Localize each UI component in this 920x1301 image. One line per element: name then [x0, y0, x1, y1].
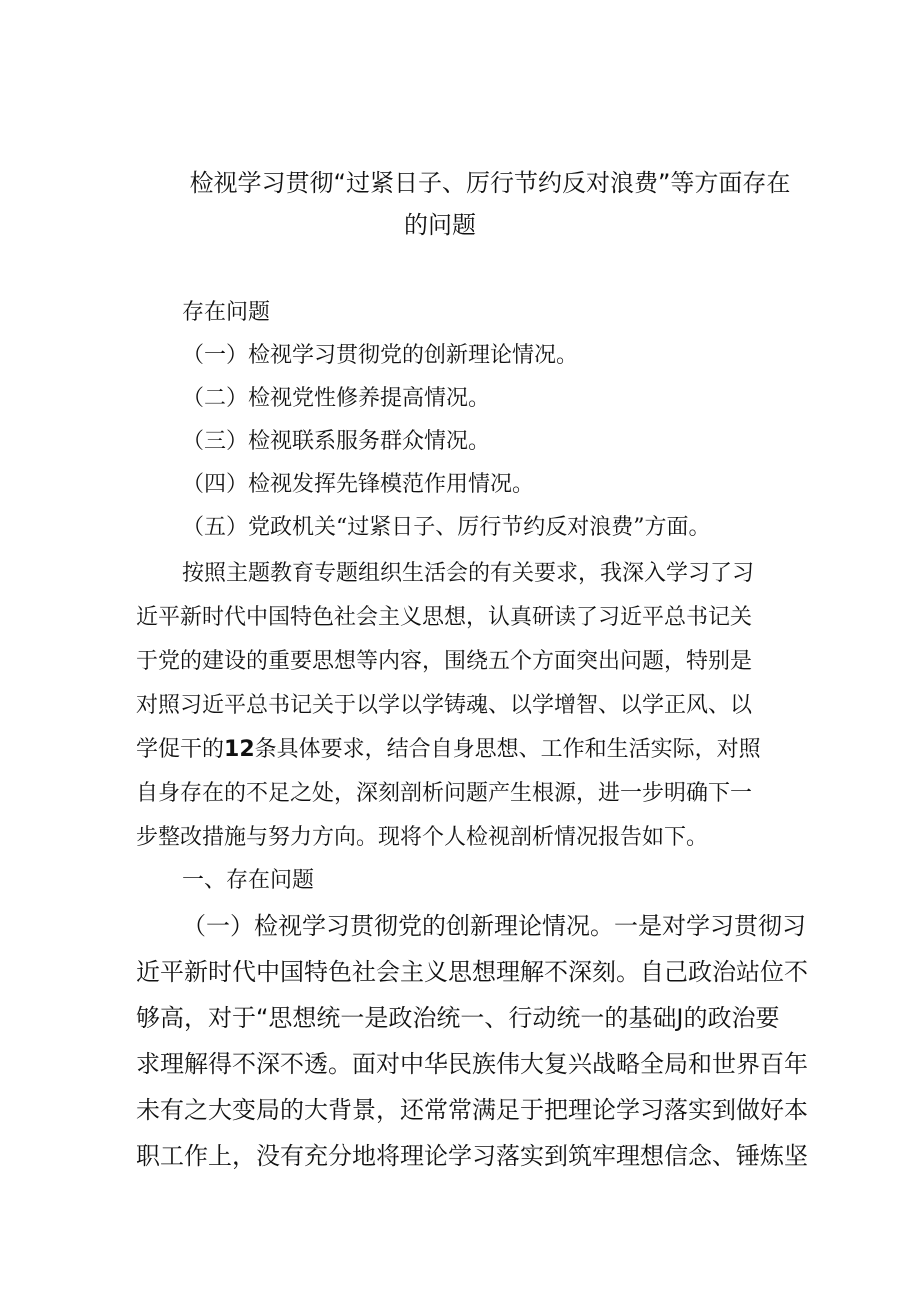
paragraph-line: 于党的建设的重要思想等内容，围绕五个方面突出问题，特别是 [136, 649, 753, 674]
paragraph-line: 对照习近平总书记关于以学以学铸魂、以学增智、以学正风、以 [136, 693, 753, 718]
title-line-2: 的问题 [404, 211, 476, 239]
summary-item: （一）检视学习贯彻党的创新理论情况。 [182, 343, 579, 368]
paragraph-line: 未有之大变局的大背景，还常常满足于把理论学习落实到做好本 [136, 1096, 808, 1124]
paragraph-line: 职工作上，没有充分地将理论学习落实到筑牢理想信念、锤炼坚 [136, 1142, 808, 1170]
paragraph-line [136, 734, 761, 766]
paragraph-line: 自身存在的不足之处，深刻剖析问题产生根源，进一步明确下一 [136, 781, 753, 806]
summary-item: （五）党政机关“过紧日子、厉行节约反对浪费”方面。 [182, 515, 711, 540]
section-heading: 一、存在问题 [182, 868, 315, 893]
paragraph-line: 按照主题教育专题组织生活会的有关要求，我深入学习了习 [182, 561, 755, 586]
title-line-1: 检视学习贯彻“过紧日子、厉行节约反对浪费”等方面存在 [189, 169, 791, 197]
paragraph-line: 够高，对于“思想统一是政治统一、行动统一的基础J的政治要 [136, 1004, 780, 1032]
summary-item: （四）检视发挥先锋模范作用情况。 [182, 472, 535, 497]
summary-heading: 存在问题 [182, 300, 271, 325]
paragraph-line: 近平新时代中国特色社会主义思想理解不深刻。自己政治站位不 [136, 958, 808, 986]
paragraph-line: 求理解得不深不透。面对中华民族伟大复兴战略全局和世界百年 [136, 1050, 808, 1078]
count-number: 12 [224, 737, 255, 762]
summary-item: （三）检视联系服务群众情况。 [182, 429, 491, 454]
paragraph-line: （一）检视学习贯彻党的创新理论情况。一是对学习贯彻习 [182, 912, 806, 940]
summary-item: （二）检视党性修养提高情况。 [182, 386, 491, 411]
paragraph-line: 近平新时代中国特色社会主义思想，认真研读了习近平总书记关 [136, 605, 753, 630]
paragraph-line: 步整改措施与努力方向。现将个人检视剖析情况报告如下。 [136, 825, 709, 850]
paragraph-text: 条具体要求，结合自身思想、工作和生活实际，对照 [254, 737, 761, 762]
paragraph-text: 学促干的 [136, 737, 225, 762]
